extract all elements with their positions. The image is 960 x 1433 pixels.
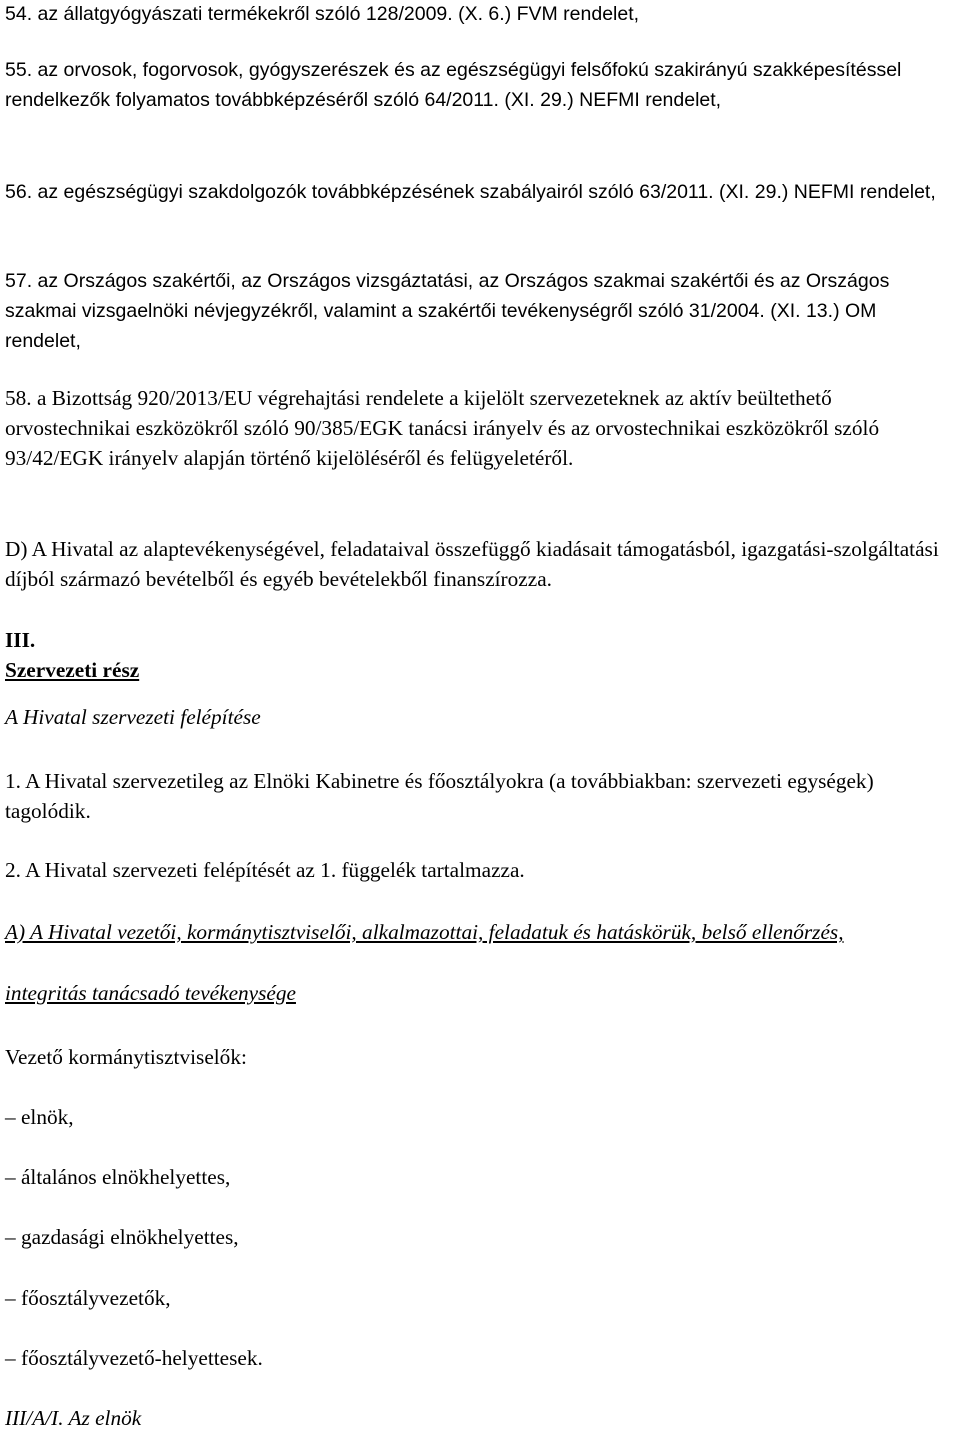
part-number: III. (5, 628, 36, 652)
leader-item: – gazdasági elnökhelyettes, (5, 1225, 239, 1249)
leaders-label: Vezető kormánytisztviselők: (5, 1045, 247, 1069)
part-subtitle: A Hivatal szervezeti felépítése (5, 705, 261, 729)
section-a-heading-line2: integritás tanácsadó tevékenysége (5, 981, 296, 1005)
section-d-paragraph: D) A Hivatal az alaptevékenységével, feladataival összefüggő kiadásait támogatásból, igazgatási-szolgáltatási díjból származó bevételből és egyéb bevételekből finanszírozza. (5, 537, 939, 591)
list-item-57: 57. az Országos szakértői, az Országos vizsgáztatási, az Országos szakmai szakértői és az Országos szakmai vizsgaelnöki névjegyzékről, valamint a szakértői tevékenységről szóló 31/2004. (XI. 13.) OM rendelet, (5, 270, 890, 352)
section-a-heading-line1: A) A Hivatal vezetői, kormánytisztviselői, alkalmazottai, feladatuk és hatáskörük, belső ellenőrzés, (5, 920, 844, 944)
leader-item: – elnök, (5, 1105, 74, 1129)
list-item-56: 56. az egészségügyi szakdolgozók továbbképzésének szabályairól szóló 63/2011. (XI. 29.) NEFMI rendelet, (5, 181, 936, 203)
list-item-55: 55. az orvosok, fogorvosok, gyógyszerészek és az egészségügyi felsőfokú szakirányú szakképesítéssel rendelkezők folyamatos továbbképzéséről szóló 64/2011. (XI. 29.) NEFMI rendelet, (5, 59, 902, 111)
list-item-54: 54. az állatgyógyászati termékekről szóló 128/2009. (X. 6.) FVM rendelet, (5, 3, 640, 25)
point-2: 2. A Hivatal szervezeti felépítését az 1. függelék tartalmazza. (5, 858, 525, 882)
list-item-58: 58. a Bizottság 920/2013/EU végrehajtási rendelete a kijelölt szervezeteknek az aktív beültethető orvostechnikai eszközökről szóló 90/385/EGK tanácsi irányelv és az orvostechnikai eszközökről szóló 93/42/EGK irányelv alapján történő kijelöléséről és felügyeletéről. (5, 386, 880, 470)
leader-item: – általános elnökhelyettes, (5, 1165, 231, 1189)
point-1: 1. A Hivatal szervezetileg az Elnöki Kabinetre és főosztályokra (a továbbiakban: szervezeti egységek) tagolódik. (5, 769, 874, 823)
leader-item: – főosztályvezetők, (5, 1286, 171, 1310)
part-title: Szervezeti rész (5, 658, 140, 682)
leader-item: – főosztályvezető-helyettesek. (5, 1346, 263, 1370)
next-section-heading: III/A/I. Az elnök (5, 1406, 142, 1430)
